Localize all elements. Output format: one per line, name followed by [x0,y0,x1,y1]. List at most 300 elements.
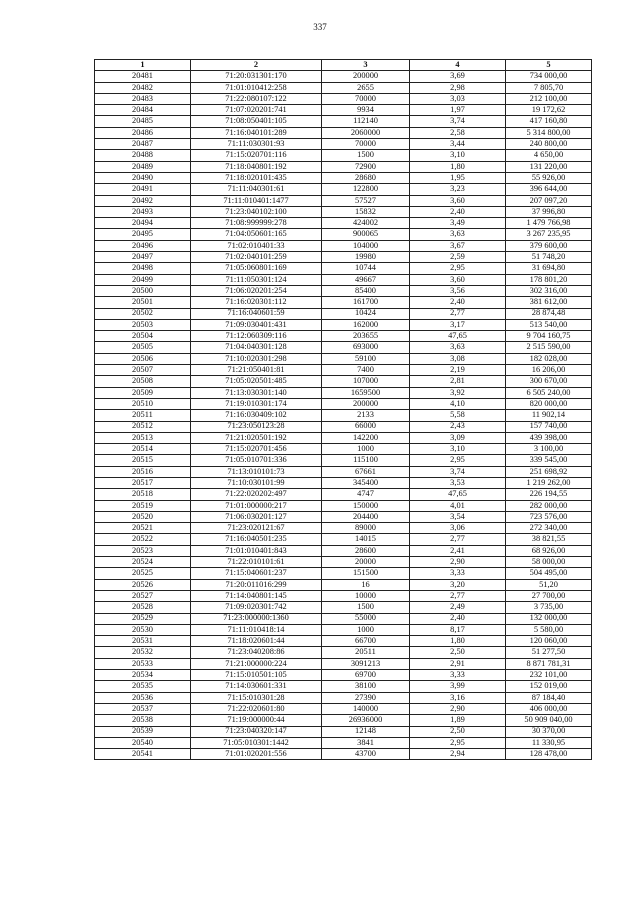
table-row [95,636,592,647]
rate-cell: 3,08 [410,353,506,364]
rate-cell: 3,69 [410,71,506,82]
value-cell: 37 996,80 [506,206,592,217]
row-number-cell: 20522 [95,534,191,545]
page-number: 337 [313,22,327,32]
table-row [95,613,592,624]
row-number-cell: 20499 [95,274,191,285]
rate-cell: 3,74 [410,466,506,477]
value-cell: 3 267 235,95 [506,229,592,240]
table-row [95,116,592,127]
value-cell: 11 902,14 [506,410,592,421]
data-table [94,59,592,760]
area-cell: 424002 [322,218,410,229]
table-row [95,376,592,387]
row-number-cell: 20541 [95,749,191,760]
value-cell: 207 097,20 [506,195,592,206]
area-cell: 115100 [322,455,410,466]
area-cell: 151500 [322,568,410,579]
rate-cell: 2,94 [410,749,506,760]
rate-cell: 47,65 [410,489,506,500]
table-row [95,466,592,477]
value-cell: 820 000,00 [506,398,592,409]
area-cell: 203655 [322,331,410,342]
row-number-cell: 20531 [95,636,191,647]
rate-cell: 2,19 [410,365,506,376]
table-row [95,658,592,669]
area-cell: 66000 [322,421,410,432]
rate-cell: 3,09 [410,432,506,443]
area-cell: 28680 [322,172,410,183]
cadastral-number-cell: 71:05:010701:336 [191,455,322,466]
area-cell: 9934 [322,105,410,116]
row-number-cell: 20529 [95,613,191,624]
cadastral-number-cell: 71:14:030601:331 [191,681,322,692]
area-cell: 2133 [322,410,410,421]
column-header-2: 2 [191,60,322,71]
area-cell: 55000 [322,613,410,624]
cadastral-number-cell: 71:12:060309:116 [191,331,322,342]
table-row [95,139,592,150]
row-number-cell: 20510 [95,398,191,409]
area-cell: 200000 [322,71,410,82]
area-cell: 1659500 [322,387,410,398]
cadastral-number-cell: 71:16:040101:289 [191,127,322,138]
cadastral-number-cell: 71:18:020101:435 [191,172,322,183]
value-cell: 131 220,00 [506,161,592,172]
value-cell: 439 398,00 [506,432,592,443]
area-cell: 161700 [322,297,410,308]
value-cell: 50 909 040,00 [506,715,592,726]
rate-cell: 3,67 [410,240,506,251]
row-number-cell: 20481 [95,71,191,82]
table-row [95,579,592,590]
table-row [95,602,592,613]
row-number-cell: 20538 [95,715,191,726]
table-row [95,93,592,104]
value-cell: 1 479 766,98 [506,218,592,229]
rate-cell: 2,40 [410,206,506,217]
row-number-cell: 20540 [95,737,191,748]
row-number-cell: 20515 [95,455,191,466]
cadastral-number-cell: 71:21:050401:81 [191,365,322,376]
row-number-cell: 20539 [95,726,191,737]
cadastral-number-cell: 71:11:040301:61 [191,184,322,195]
value-cell: 30 370,00 [506,726,592,737]
table-row [95,240,592,251]
value-cell: 58 000,00 [506,557,592,568]
value-cell: 28 874,48 [506,308,592,319]
rate-cell: 2,58 [410,127,506,138]
area-cell: 2060000 [322,127,410,138]
area-cell: 20511 [322,647,410,658]
rate-cell: 2,77 [410,308,506,319]
value-cell: 51 277,50 [506,647,592,658]
area-cell: 70000 [322,93,410,104]
table-row [95,534,592,545]
table-row [95,252,592,263]
cadastral-number-cell: 71:06:030201:127 [191,511,322,522]
cadastral-number-cell: 71:07:020201:741 [191,105,322,116]
value-cell: 51 748,20 [506,252,592,263]
row-number-cell: 20530 [95,624,191,635]
rate-cell: 3,33 [410,568,506,579]
value-cell: 182 028,00 [506,353,592,364]
table-row [95,670,592,681]
value-cell: 128 478,00 [506,749,592,760]
table-row [95,647,592,658]
row-number-cell: 20511 [95,410,191,421]
cadastral-number-cell: 71:11:010401:1477 [191,195,322,206]
area-cell: 162000 [322,319,410,330]
rate-cell: 2,91 [410,658,506,669]
rate-cell: 2,40 [410,297,506,308]
area-cell: 140000 [322,703,410,714]
value-cell: 5 314 800,00 [506,127,592,138]
column-header-4: 4 [410,60,506,71]
table-row [95,229,592,240]
cadastral-number-cell: 71:14:040801:145 [191,590,322,601]
row-number-cell: 20489 [95,161,191,172]
value-cell: 504 495,00 [506,568,592,579]
row-number-cell: 20535 [95,681,191,692]
area-cell: 67661 [322,466,410,477]
row-number-cell: 20506 [95,353,191,364]
rate-cell: 3,16 [410,692,506,703]
table-row [95,421,592,432]
area-cell: 200000 [322,398,410,409]
rate-cell: 3,17 [410,319,506,330]
cadastral-number-cell: 71:16:040501:235 [191,534,322,545]
value-cell: 2 515 590,00 [506,342,592,353]
table-row [95,353,592,364]
table-row [95,127,592,138]
row-number-cell: 20482 [95,82,191,93]
area-cell: 112140 [322,116,410,127]
cadastral-number-cell: 71:01:020201:556 [191,749,322,760]
row-number-cell: 20514 [95,444,191,455]
rate-cell: 2,41 [410,545,506,556]
cadastral-number-cell: 71:16:030409:102 [191,410,322,421]
value-cell: 38 821,55 [506,534,592,545]
area-cell: 43700 [322,749,410,760]
rate-cell: 1,89 [410,715,506,726]
table-row [95,308,592,319]
value-cell: 9 704 160,75 [506,331,592,342]
value-cell: 157 740,00 [506,421,592,432]
area-cell: 26936000 [322,715,410,726]
table-row [95,692,592,703]
row-number-cell: 20497 [95,252,191,263]
value-cell: 282 000,00 [506,500,592,511]
table-row [95,206,592,217]
row-number-cell: 20537 [95,703,191,714]
rate-cell: 8,17 [410,624,506,635]
area-cell: 66700 [322,636,410,647]
rate-cell: 1,80 [410,636,506,647]
area-cell: 59100 [322,353,410,364]
rate-cell: 3,03 [410,93,506,104]
row-number-cell: 20486 [95,127,191,138]
row-number-cell: 20485 [95,116,191,127]
rate-cell: 3,60 [410,195,506,206]
area-cell: 150000 [322,500,410,511]
row-number-cell: 20518 [95,489,191,500]
area-cell: 107000 [322,376,410,387]
row-number-cell: 20501 [95,297,191,308]
table-row [95,331,592,342]
cadastral-number-cell: 71:02:040101:259 [191,252,322,263]
rate-cell: 2,49 [410,602,506,613]
rate-cell: 2,50 [410,726,506,737]
cadastral-number-cell: 71:22:020202:497 [191,489,322,500]
area-cell: 693000 [322,342,410,353]
area-cell: 345400 [322,477,410,488]
value-cell: 178 801,20 [506,274,592,285]
row-number-cell: 20483 [95,93,191,104]
table-row [95,715,592,726]
row-number-cell: 20525 [95,568,191,579]
cadastral-number-cell: 71:22:010101:61 [191,557,322,568]
row-number-cell: 20521 [95,523,191,534]
cadastral-number-cell: 71:20:031301:170 [191,71,322,82]
value-cell: 16 206,00 [506,365,592,376]
row-number-cell: 20492 [95,195,191,206]
rate-cell: 2,81 [410,376,506,387]
cadastral-number-cell: 71:22:080107:122 [191,93,322,104]
rate-cell: 2,40 [410,613,506,624]
table-row [95,285,592,296]
area-cell: 3841 [322,737,410,748]
row-number-cell: 20507 [95,365,191,376]
row-number-cell: 20520 [95,511,191,522]
cadastral-number-cell: 71:16:020301:112 [191,297,322,308]
area-cell: 1000 [322,624,410,635]
value-cell: 232 101,00 [506,670,592,681]
cadastral-number-cell: 71:21:000000:224 [191,658,322,669]
cadastral-number-cell: 71:22:020601:80 [191,703,322,714]
cadastral-number-cell: 71:18:020601:44 [191,636,322,647]
table-row [95,297,592,308]
rate-cell: 4,10 [410,398,506,409]
cadastral-number-cell: 71:15:010301:28 [191,692,322,703]
rate-cell: 1,95 [410,172,506,183]
cadastral-number-cell: 71:06:020201:254 [191,285,322,296]
rate-cell: 3,06 [410,523,506,534]
area-cell: 1000 [322,444,410,455]
area-cell: 89000 [322,523,410,534]
row-number-cell: 20509 [95,387,191,398]
area-cell: 10744 [322,263,410,274]
value-cell: 1 219 262,00 [506,477,592,488]
rate-cell: 3,10 [410,150,506,161]
area-cell: 16 [322,579,410,590]
row-number-cell: 20508 [95,376,191,387]
rate-cell: 2,90 [410,703,506,714]
table-row [95,319,592,330]
table-row [95,398,592,409]
table-row [95,624,592,635]
cadastral-number-cell: 71:05:020501:485 [191,376,322,387]
rate-cell: 3,63 [410,229,506,240]
cadastral-number-cell: 71:08:999999:278 [191,218,322,229]
rate-cell: 3,49 [410,218,506,229]
row-number-cell: 20504 [95,331,191,342]
value-cell: 11 330,95 [506,737,592,748]
value-cell: 300 670,00 [506,376,592,387]
value-cell: 406 000,00 [506,703,592,714]
table-row [95,523,592,534]
value-cell: 68 926,00 [506,545,592,556]
column-header-3: 3 [322,60,410,71]
area-cell: 49667 [322,274,410,285]
area-cell: 122800 [322,184,410,195]
row-number-cell: 20534 [95,670,191,681]
rate-cell: 3,56 [410,285,506,296]
cadastral-number-cell: 71:02:010401:33 [191,240,322,251]
row-number-cell: 20496 [95,240,191,251]
row-number-cell: 20484 [95,105,191,116]
row-number-cell: 20517 [95,477,191,488]
value-cell: 723 576,00 [506,511,592,522]
table-row [95,681,592,692]
table-row [95,545,592,556]
value-cell: 55 926,00 [506,172,592,183]
cadastral-number-cell: 71:05:010301:1442 [191,737,322,748]
value-cell: 6 505 240,00 [506,387,592,398]
rate-cell: 5,58 [410,410,506,421]
area-cell: 104000 [322,240,410,251]
cadastral-number-cell: 71:16:040601:59 [191,308,322,319]
row-number-cell: 20536 [95,692,191,703]
cadastral-number-cell: 71:23:000000:1360 [191,613,322,624]
area-cell: 204400 [322,511,410,522]
cadastral-number-cell: 71:13:010101:73 [191,466,322,477]
area-cell: 2655 [322,82,410,93]
rate-cell: 3,33 [410,670,506,681]
cadastral-number-cell: 71:23:050123:28 [191,421,322,432]
cadastral-number-cell: 71:23:040320:147 [191,726,322,737]
table-row [95,82,592,93]
rate-cell: 3,74 [410,116,506,127]
area-cell: 69700 [322,670,410,681]
area-cell: 20000 [322,557,410,568]
table-row [95,557,592,568]
table-row [95,500,592,511]
value-cell: 152 019,00 [506,681,592,692]
rate-cell: 2,43 [410,421,506,432]
cadastral-number-cell: 71:09:030401:431 [191,319,322,330]
value-cell: 302 316,00 [506,285,592,296]
table-row [95,365,592,376]
row-number-cell: 20528 [95,602,191,613]
row-number-cell: 20502 [95,308,191,319]
table-row [95,726,592,737]
rate-cell: 3,20 [410,579,506,590]
row-number-cell: 20491 [95,184,191,195]
table-row [95,444,592,455]
rate-cell: 3,63 [410,342,506,353]
table-row [95,195,592,206]
value-cell: 4 650,00 [506,150,592,161]
row-number-cell: 20490 [95,172,191,183]
table-header-row [95,60,592,71]
table-row [95,568,592,579]
row-number-cell: 20513 [95,432,191,443]
table-row [95,590,592,601]
rate-cell: 2,95 [410,263,506,274]
value-cell: 513 540,00 [506,319,592,330]
cadastral-number-cell: 71:15:020701:456 [191,444,322,455]
rate-cell: 3,60 [410,274,506,285]
area-cell: 10000 [322,590,410,601]
table-row [95,477,592,488]
row-number-cell: 20523 [95,545,191,556]
row-number-cell: 20494 [95,218,191,229]
area-cell: 1500 [322,150,410,161]
cadastral-number-cell: 71:05:060801:169 [191,263,322,274]
cadastral-number-cell: 71:21:020501:192 [191,432,322,443]
table-row [95,263,592,274]
table-row [95,184,592,195]
cadastral-number-cell: 71:01:000000:217 [191,500,322,511]
cadastral-number-cell: 71:23:020121:67 [191,523,322,534]
value-cell: 51,20 [506,579,592,590]
value-cell: 272 340,00 [506,523,592,534]
table-row [95,737,592,748]
cadastral-number-cell: 71:11:050301:124 [191,274,322,285]
rate-cell: 3,53 [410,477,506,488]
table-row [95,410,592,421]
rate-cell: 3,92 [410,387,506,398]
rate-cell: 3,99 [410,681,506,692]
table-row [95,342,592,353]
row-number-cell: 20533 [95,658,191,669]
cadastral-number-cell: 71:15:020701:116 [191,150,322,161]
area-cell: 4747 [322,489,410,500]
area-cell: 142200 [322,432,410,443]
row-number-cell: 20488 [95,150,191,161]
value-cell: 31 694,80 [506,263,592,274]
rate-cell: 2,77 [410,590,506,601]
table-row [95,749,592,760]
row-number-cell: 20512 [95,421,191,432]
value-cell: 5 580,00 [506,624,592,635]
cadastral-number-cell: 71:15:010501:105 [191,670,322,681]
table-row [95,105,592,116]
table-row [95,455,592,466]
rate-cell: 3,23 [410,184,506,195]
value-cell: 87 184,40 [506,692,592,703]
rate-cell: 3,10 [410,444,506,455]
area-cell: 85400 [322,285,410,296]
row-number-cell: 20532 [95,647,191,658]
table-row [95,218,592,229]
value-cell: 417 160,80 [506,116,592,127]
area-cell: 57527 [322,195,410,206]
table-row [95,432,592,443]
row-number-cell: 20505 [95,342,191,353]
row-number-cell: 20526 [95,579,191,590]
cadastral-number-cell: 71:23:040208:86 [191,647,322,658]
area-cell: 1500 [322,602,410,613]
value-cell: 212 100,00 [506,93,592,104]
value-cell: 132 000,00 [506,613,592,624]
area-cell: 38100 [322,681,410,692]
cadastral-number-cell: 71:13:030301:140 [191,387,322,398]
rate-cell: 1,97 [410,105,506,116]
area-cell: 27390 [322,692,410,703]
table-row [95,387,592,398]
